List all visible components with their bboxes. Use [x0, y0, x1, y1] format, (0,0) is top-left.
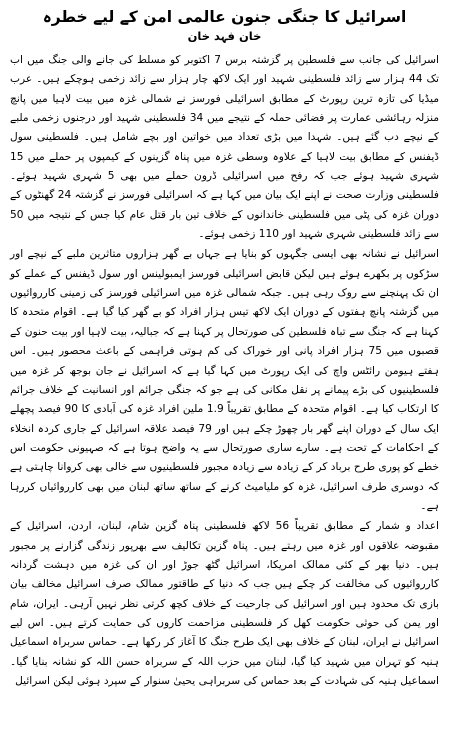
article-headline: اسرائیل کا جنگی جنون عالمی امن کے لیے خطرہ: [42, 8, 407, 26]
article-author: خان فہد خان: [187, 29, 262, 43]
article-paragraph: اعداد و شمار کے مطابق تقریباً 56 لاکھ فلسطینی پناہ گزین شام، لبنان، اردن، اسرائیل کے مقبوضہ علاقوں اور غزہ میں رہتے ہیں۔ پناہ گزین تکالیف سے بھرپور زندگی گزارنے پر مجبور ہیں۔ دنیا بھر کے کئی ممالک امریکا، اسرائیل گٹھ جوڑ اور ان کی غزہ میں دہشت گردانہ کارروائیوں کی مخالفت کر چکے ہیں جب کہ دنیا کے طاقتور ممالک صرف اسرائیل مخالف بیان بازی تک محدود ہیں اور اسرائیل کی جارحیت کے خلاف کچھ کرتی نظر نہیں آرہی۔ ایران، شام اور یمن کی حوثی حکومت کھل کر فلسطینی مزاحمت کاروں کی حمایت کرتے ہیں۔ اس لیے اسرائیل نے ایران، لبنان کے خلاف بھی ایک طرح جنگ کا آغاز کر رکھا ہے۔ حماس سربراہ اسماعیل ہنیہ کو تہران میں شہید کیا گیا، لبنان میں حزب اللہ کے سربراہ حسن اللہ کو نشانہ بنایا گیا۔ اسماعیل ہنیہ کی شہادت کے بعد حماس کی سربراہی یحییٰ سنوار کے سپرد ہوئی لیکن اسرائیل: [10, 520, 439, 687]
article-paragraph: اسرائیل کی جانب سے فلسطین پر گزشتہ برس 7 اکتوبر کو مسلط کی جانے والی جنگ میں اب تک 44 ہزار سے زائد فلسطینی شہید اور ایک لاکھ چار ہزار سے زائد زخمی ہوچکے ہیں۔ عرب میڈیا کی تازہ ترین رپورٹ کے مطابق اسرائیلی فورسز نے شمالی غزہ میں بیت لاہیا میں پانچ منزلہ رہائشی عمارت پر فضائی حملہ کے نتیجے میں 34 فلسطینی شہید اور درجنوں زخمی ملبے کے نیچے دب گئے ہیں۔ شہدا میں بڑی تعداد میں خواتین اور بچے شامل ہیں۔ فلسطینی سول ڈیفنس کے مطابق بیت لاہیا کے علاوہ وسطی غزہ میں پناہ گزینوں کے کیمپوں پر حملے میں 15 شہری شہید ہوئے جب کہ رفح میں اسرائیلی ڈرون حملے میں بھی 5 شہری شہید ہوئے۔ فلسطینی وزارت صحت نے اپنے ایک بیان میں کہا ہے کہ اسرائیلی فورسز نے گزشتہ 24 گھنٹوں کے دوران غزہ کی پٹی میں فلسطینی خاندانوں کے خلاف تین بار قتل عام کیا جس کے نتیجہ میں 50 سے زائد فلسطینی شہری شہید اور 110 زخمی ہوئے۔: [10, 54, 440, 241]
article-body: [10, 51, 439, 691]
article-paragraph: اسرائیل نے نشانہ بھی ایسی جگہوں کو بنایا ہے جہاں بے گھر ہزاروں متاثرین ملبے کے نیچے اور سڑکوں پر بکھرے ہوئے ہیں لیکن قابض اسرائیلی فورسز ایمبولینس اور سول ڈیفنس کے عملے کو ان تک پہنچنے سے روک رہی ہیں۔ جبکہ شمالی غزہ میں اسرائیلی فورسز کی زمینی کارروائیوں میں گزشتہ پانچ ہفتوں کے دوران ایک لاکھ تیس ہزار افراد کو بے گھر کیا گیا ہے۔ اقوام متحدہ کا کہنا ہے کہ جنگ سے تباہ فلسطین کی صورتحال پر کہنا ہے کہ جبالیہ، بیت لاہیا اور بیت حنون کے قصبوں میں 75 ہزار افراد پانی اور خوراک کی کم ہوتی فراہمی کے باعث محصور ہیں۔ اس ہفتے ہیومن رائٹس واچ کی ایک رپورٹ میں کہا گیا ہے کہ اسرائیل نے جان بوجھ کر غزہ میں فلسطینیوں کی بڑے پیمانے پر نقل مکانی کی ہے جو کہ جنگی جرائم اور انسانیت کے خلاف جرائم کا ارتکاب کیا ہے۔ اقوام متحدہ کے مطابق تقریباً 1.9 ملین افراد غزہ کی آبادی کا 90 فیصد پچھلے ایک سال کے دوران اپنے گھر بار چھوڑ چکے ہیں اور 79 فیصد علاقہ اسرائیل کے جاری کردہ انخلاء کے احکامات کے تحت ہے۔ سارے ساری صورتحال سے یہ واضح ہوتا ہے کہ صہیونی حکومت اس خطے کو پوری طرح برباد کر کے زیادہ سے زیادہ مجبور فلسطینیوں سے خالی بھی کروانا چاہتی ہے کہ دوسری طرف اسرائیل، غزہ کو ملیامیٹ کرنے کے ساتھ ساتھ لبنان میں بھی کارروائیاں کررہا ہے۔: [10, 248, 439, 512]
